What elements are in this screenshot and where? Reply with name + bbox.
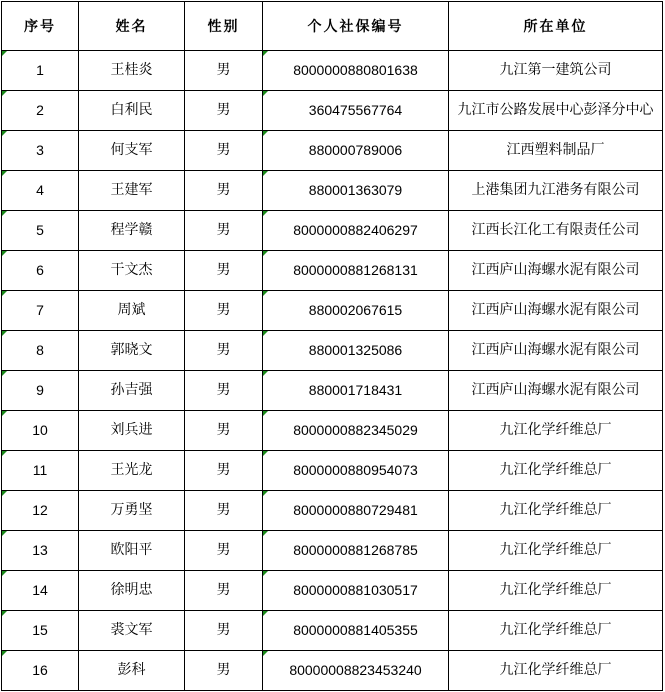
cell-employer-text: 九江化学纤维总厂 — [499, 542, 612, 558]
cell-name-text: 彭科 — [117, 662, 146, 678]
cell-name[interactable] — [79, 651, 185, 691]
cell-employer-text: 九江化学纤维总厂 — [499, 622, 612, 638]
cell-employer[interactable] — [449, 291, 663, 331]
table-body — [2, 51, 663, 691]
cell-employer[interactable] — [449, 611, 663, 651]
cell-serial-no[interactable] — [2, 51, 79, 91]
table-row — [2, 371, 663, 411]
cell-serial-no-text: 5 — [36, 222, 44, 238]
table-row — [2, 251, 663, 291]
cell-employer[interactable] — [449, 171, 663, 211]
cell-gender-text: 男 — [216, 462, 231, 478]
cell-serial-no[interactable] — [2, 611, 79, 651]
cell-name[interactable] — [79, 491, 185, 531]
cell-social-security-no[interactable] — [263, 131, 449, 171]
cell-serial-no[interactable] — [2, 531, 79, 571]
cell-serial-no-text: 11 — [32, 462, 48, 478]
cell-name-text: 干文杰 — [110, 262, 153, 278]
cell-employer-text: 九江市公路发展中心彭泽分中心 — [457, 102, 654, 118]
cell-employer-text: 九江化学纤维总厂 — [499, 502, 612, 518]
cell-gender-text: 男 — [216, 382, 231, 398]
table-row — [2, 51, 663, 91]
cell-social-security-no[interactable] — [263, 171, 449, 211]
cell-social-security-no[interactable] — [263, 651, 449, 691]
cell-gender-text: 男 — [216, 302, 231, 318]
text-format-marker-icon — [2, 331, 7, 336]
cell-social-security-no[interactable] — [263, 451, 449, 491]
cell-name[interactable] — [79, 331, 185, 371]
cell-employer[interactable] — [449, 251, 663, 291]
cell-serial-no-text: 14 — [32, 582, 48, 598]
cell-gender-text: 男 — [216, 542, 231, 558]
cell-employer[interactable] — [449, 371, 663, 411]
cell-serial-no-text: 6 — [36, 262, 44, 278]
cell-gender-text: 男 — [216, 422, 231, 438]
cell-name[interactable] — [79, 91, 185, 131]
cell-employer[interactable] — [449, 211, 663, 251]
cell-serial-no[interactable] — [2, 91, 79, 131]
cell-social-security-no-text: 880000789006 — [308, 142, 403, 158]
cell-serial-no-text: 8 — [36, 342, 44, 358]
text-format-marker-icon — [2, 411, 7, 416]
cell-serial-no-text: 2 — [36, 102, 44, 118]
cell-serial-no[interactable] — [2, 131, 79, 171]
cell-social-security-no-text: 8000000882345029 — [293, 422, 418, 438]
cell-gender[interactable] — [185, 51, 263, 91]
cell-serial-no[interactable] — [2, 451, 79, 491]
cell-name-text: 孙吉强 — [110, 382, 153, 398]
text-format-marker-icon — [2, 571, 7, 576]
cell-social-security-no[interactable] — [263, 331, 449, 371]
cell-employer[interactable] — [449, 531, 663, 571]
header-employer: 所在单位 — [449, 2, 663, 51]
cell-name-text: 万勇坚 — [110, 502, 153, 518]
cell-serial-no[interactable] — [2, 371, 79, 411]
text-format-marker-icon — [2, 451, 7, 456]
cell-name[interactable] — [79, 451, 185, 491]
cell-employer-text: 九江化学纤维总厂 — [499, 582, 612, 598]
cell-name[interactable] — [79, 571, 185, 611]
cell-employer[interactable] — [449, 491, 663, 531]
personnel-table — [1, 1, 663, 691]
text-format-marker-icon — [263, 371, 268, 376]
cell-name-text: 徐明忠 — [110, 582, 153, 598]
cell-gender[interactable] — [185, 251, 263, 291]
cell-social-security-no-text: 8000000881030517 — [293, 582, 418, 598]
text-format-marker-icon — [2, 491, 7, 496]
cell-name-text: 程学赣 — [110, 222, 153, 238]
cell-employer[interactable] — [449, 331, 663, 371]
table-row — [2, 331, 663, 371]
cell-social-security-no[interactable] — [263, 51, 449, 91]
cell-social-security-no-text: 8000000881405355 — [293, 622, 418, 638]
cell-name-text: 欧阳平 — [110, 542, 153, 558]
text-format-marker-icon — [263, 251, 268, 256]
cell-name-text: 王光龙 — [110, 462, 153, 478]
text-format-marker-icon — [263, 171, 268, 176]
cell-employer-text: 江西塑料制品厂 — [506, 142, 605, 158]
cell-gender[interactable] — [185, 331, 263, 371]
cell-social-security-no[interactable] — [263, 571, 449, 611]
cell-name[interactable] — [79, 251, 185, 291]
cell-employer[interactable] — [449, 51, 663, 91]
text-format-marker-icon — [2, 51, 7, 56]
table-row — [2, 651, 663, 691]
cell-name[interactable] — [79, 131, 185, 171]
cell-social-security-no-text: 8000000881268131 — [293, 262, 418, 278]
header-gender: 性别 — [185, 2, 263, 51]
text-format-marker-icon — [2, 371, 7, 376]
text-format-marker-icon — [263, 491, 268, 496]
cell-employer-text: 江西庐山海螺水泥有限公司 — [471, 262, 640, 278]
header-social-security-no: 个人社保编号 — [263, 2, 449, 51]
cell-serial-no[interactable] — [2, 331, 79, 371]
cell-social-security-no[interactable] — [263, 91, 449, 131]
text-format-marker-icon — [2, 131, 7, 136]
table-row — [2, 531, 663, 571]
cell-social-security-no[interactable] — [263, 611, 449, 651]
cell-serial-no-text: 4 — [36, 182, 44, 198]
cell-social-security-no-text: 880001363079 — [308, 182, 403, 198]
cell-social-security-no[interactable] — [263, 251, 449, 291]
cell-serial-no[interactable] — [2, 491, 79, 531]
cell-social-security-no[interactable] — [263, 371, 449, 411]
cell-employer-text: 九江化学纤维总厂 — [499, 462, 612, 478]
cell-employer-text: 江西庐山海螺水泥有限公司 — [471, 342, 640, 358]
cell-serial-no[interactable] — [2, 211, 79, 251]
text-format-marker-icon — [263, 651, 268, 656]
cell-gender[interactable] — [185, 171, 263, 211]
text-format-marker-icon — [263, 131, 268, 136]
text-format-marker-icon — [263, 571, 268, 576]
cell-gender-text: 男 — [216, 142, 231, 158]
header-name: 姓名 — [79, 2, 185, 51]
cell-name-text: 王建军 — [110, 182, 153, 198]
cell-gender-text: 男 — [216, 222, 231, 238]
cell-gender-text: 男 — [216, 502, 231, 518]
cell-serial-no[interactable] — [2, 251, 79, 291]
cell-gender-text: 男 — [216, 262, 231, 278]
cell-employer-text: 江西长江化工有限责任公司 — [471, 222, 640, 238]
text-format-marker-icon — [263, 291, 268, 296]
cell-serial-no-text: 12 — [32, 502, 48, 518]
cell-name[interactable] — [79, 51, 185, 91]
text-format-marker-icon — [2, 91, 7, 96]
table-row — [2, 571, 663, 611]
cell-name-text: 周斌 — [117, 302, 146, 318]
cell-gender[interactable] — [185, 291, 263, 331]
cell-name[interactable] — [79, 411, 185, 451]
table-row — [2, 491, 663, 531]
cell-name-text: 王桂炎 — [110, 62, 153, 78]
cell-social-security-no-text: 360475567764 — [308, 102, 403, 118]
cell-employer[interactable] — [449, 411, 663, 451]
cell-gender[interactable] — [185, 211, 263, 251]
cell-gender[interactable] — [185, 91, 263, 131]
text-format-marker-icon — [2, 531, 7, 536]
cell-social-security-no-text: 80000008823453240 — [289, 662, 422, 678]
cell-employer[interactable] — [449, 571, 663, 611]
cell-gender-text: 男 — [216, 182, 231, 198]
cell-social-security-no-text: 8000000880729481 — [293, 502, 418, 518]
cell-serial-no-text: 9 — [36, 382, 44, 398]
cell-employer-text: 上港集团九江港务有限公司 — [471, 182, 640, 198]
table-row — [2, 211, 663, 251]
cell-name-text: 何支军 — [110, 142, 153, 158]
cell-serial-no[interactable] — [2, 411, 79, 451]
cell-gender[interactable] — [185, 651, 263, 691]
cell-social-security-no-text: 8000000882406297 — [293, 222, 418, 238]
cell-name[interactable] — [79, 531, 185, 571]
cell-gender-text: 男 — [216, 622, 231, 638]
cell-serial-no[interactable] — [2, 171, 79, 211]
cell-name[interactable] — [79, 371, 185, 411]
table-header-row — [2, 2, 663, 51]
cell-name[interactable] — [79, 211, 185, 251]
text-format-marker-icon — [263, 91, 268, 96]
cell-employer-text: 九江第一建筑公司 — [499, 62, 612, 78]
header-serial-no: 序号 — [2, 2, 79, 51]
cell-serial-no-text: 13 — [32, 542, 48, 558]
text-format-marker-icon — [2, 611, 7, 616]
cell-serial-no[interactable] — [2, 291, 79, 331]
table-row — [2, 291, 663, 331]
cell-social-security-no[interactable] — [263, 491, 449, 531]
cell-gender[interactable] — [185, 571, 263, 611]
cell-employer[interactable] — [449, 651, 663, 691]
cell-serial-no[interactable] — [2, 651, 79, 691]
cell-gender[interactable] — [185, 131, 263, 171]
table-row — [2, 611, 663, 651]
cell-gender[interactable] — [185, 451, 263, 491]
cell-gender[interactable] — [185, 371, 263, 411]
cell-social-security-no[interactable] — [263, 411, 449, 451]
cell-employer[interactable] — [449, 91, 663, 131]
cell-social-security-no[interactable] — [263, 531, 449, 571]
cell-serial-no-text: 3 — [36, 142, 44, 158]
cell-social-security-no-text: 8000000880801638 — [293, 62, 418, 78]
text-format-marker-icon — [2, 251, 7, 256]
text-format-marker-icon — [263, 331, 268, 336]
cell-gender-text: 男 — [216, 662, 231, 678]
cell-employer[interactable] — [449, 451, 663, 491]
text-format-marker-icon — [263, 451, 268, 456]
cell-name-text: 刘兵进 — [110, 422, 153, 438]
cell-employer-text: 九江化学纤维总厂 — [499, 422, 612, 438]
table-row — [2, 91, 663, 131]
text-format-marker-icon — [2, 171, 7, 176]
cell-name[interactable] — [79, 611, 185, 651]
cell-gender[interactable] — [185, 411, 263, 451]
cell-serial-no-text: 10 — [32, 422, 48, 438]
cell-employer[interactable] — [449, 131, 663, 171]
cell-name[interactable] — [79, 171, 185, 211]
cell-name[interactable] — [79, 291, 185, 331]
cell-employer-text: 江西庐山海螺水泥有限公司 — [471, 382, 640, 398]
table-row — [2, 451, 663, 491]
cell-social-security-no-text: 8000000880954073 — [293, 462, 418, 478]
text-format-marker-icon — [2, 651, 7, 656]
text-format-marker-icon — [263, 611, 268, 616]
cell-social-security-no-text: 880001325086 — [308, 342, 403, 358]
cell-name-text: 裘文军 — [110, 622, 153, 638]
cell-employer-text: 江西庐山海螺水泥有限公司 — [471, 302, 640, 318]
cell-social-security-no[interactable] — [263, 291, 449, 331]
cell-gender[interactable] — [185, 611, 263, 651]
text-format-marker-icon — [263, 51, 268, 56]
cell-social-security-no-text: 880002067615 — [308, 302, 403, 318]
cell-serial-no-text: 1 — [36, 62, 44, 78]
text-format-marker-icon — [263, 411, 268, 416]
cell-gender-text: 男 — [216, 102, 231, 118]
cell-social-security-no[interactable] — [263, 211, 449, 251]
cell-serial-no-text: 7 — [36, 302, 44, 318]
text-format-marker-icon — [263, 211, 268, 216]
cell-serial-no-text: 15 — [32, 622, 48, 638]
cell-serial-no[interactable] — [2, 571, 79, 611]
cell-gender[interactable] — [185, 491, 263, 531]
table-row — [2, 131, 663, 171]
cell-employer-text: 九江化学纤维总厂 — [499, 662, 612, 678]
cell-name-text: 郭晓文 — [110, 342, 153, 358]
table-row — [2, 171, 663, 211]
cell-serial-no-text: 16 — [32, 662, 48, 678]
cell-name-text: 白利民 — [110, 102, 153, 118]
cell-social-security-no-text: 8000000881268785 — [293, 542, 418, 558]
cell-gender-text: 男 — [216, 582, 231, 598]
text-format-marker-icon — [2, 291, 7, 296]
text-format-marker-icon — [263, 531, 268, 536]
table-row — [2, 411, 663, 451]
cell-gender[interactable] — [185, 531, 263, 571]
cell-gender-text: 男 — [216, 62, 231, 78]
text-format-marker-icon — [2, 211, 7, 216]
cell-social-security-no-text: 880001718431 — [308, 382, 403, 398]
cell-gender-text: 男 — [216, 342, 231, 358]
